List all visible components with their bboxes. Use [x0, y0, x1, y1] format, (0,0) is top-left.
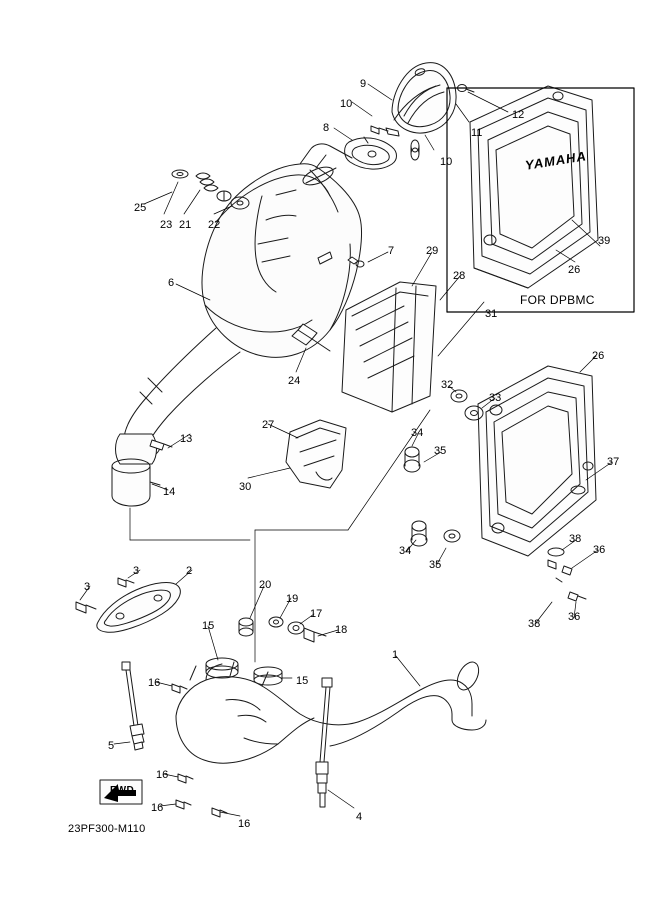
callout-15b: 15	[296, 675, 309, 687]
callout-35b: 35	[429, 559, 442, 571]
cover-26-top	[470, 86, 598, 288]
fwd-label: FWD	[110, 785, 135, 796]
callout-38a: 38	[569, 533, 582, 545]
callout-27: 27	[262, 419, 275, 431]
collars-17-20	[239, 617, 326, 642]
callout-16d: 16	[238, 818, 251, 830]
callout-35a: 35	[434, 445, 447, 457]
callout-36a: 36	[593, 544, 606, 556]
callout-15a: 15	[202, 620, 215, 632]
callout-18: 18	[335, 624, 348, 636]
callout-20: 20	[259, 579, 272, 591]
callout-8: 8	[323, 122, 330, 134]
callout-23: 23	[160, 219, 173, 231]
callout-3b: 3	[84, 581, 91, 593]
callout-17: 17	[310, 608, 323, 620]
callout-10a: 10	[340, 98, 353, 110]
callout-22: 22	[208, 219, 221, 231]
callout-31: 31	[485, 308, 498, 320]
part-code: 23PF300-M110	[68, 823, 146, 835]
callout-9: 9	[360, 78, 367, 90]
callout-7: 7	[388, 245, 395, 257]
callout-36b: 36	[568, 611, 581, 623]
muffler-body-6	[202, 164, 361, 358]
dpbmc-note-label: FOR DPBMC	[520, 293, 595, 307]
callout-16b: 16	[156, 769, 169, 781]
callout-2: 2	[186, 565, 193, 577]
callout-30: 30	[239, 481, 252, 493]
callout-16c: 16	[151, 802, 164, 814]
callout-24: 24	[288, 375, 301, 387]
callout-10b: 10	[440, 156, 453, 168]
callout-21: 21	[179, 219, 192, 231]
fasteners-21-25	[172, 170, 249, 209]
callout-39: 39	[598, 235, 611, 247]
upper-cover-assembly	[386, 63, 474, 136]
callout-19: 19	[286, 593, 299, 605]
callout-32: 32	[441, 379, 454, 391]
nuts-16	[172, 684, 227, 817]
callout-34a: 34	[411, 427, 424, 439]
callout-38b: 38	[528, 618, 541, 630]
callout-1: 1	[392, 649, 399, 661]
callout-3a: 3	[133, 565, 140, 577]
callout-33: 33	[489, 392, 502, 404]
callout-13: 13	[180, 433, 193, 445]
callout-14: 14	[163, 486, 176, 498]
oxygen-sensor-4	[316, 678, 332, 807]
bracket-2	[97, 583, 180, 633]
callout-11: 11	[471, 127, 483, 139]
callout-26b: 26	[592, 350, 605, 362]
collar-11	[411, 140, 419, 160]
callout-26a: 26	[568, 264, 581, 276]
protector-27-30	[286, 420, 346, 488]
callout-4: 4	[356, 811, 363, 823]
yamaha-brand-text: YAMAHA	[524, 148, 588, 173]
callout-28: 28	[453, 270, 466, 282]
oxygen-sensor-5	[122, 662, 144, 750]
callout-5: 5	[108, 740, 115, 752]
header-pipe-1	[176, 659, 486, 764]
flange-15b	[254, 667, 282, 685]
callout-12: 12	[512, 109, 525, 121]
callout-37: 37	[607, 456, 620, 468]
bracket-8	[345, 137, 397, 169]
callout-34b: 34	[399, 545, 412, 557]
cup-14	[112, 459, 160, 506]
callout-16a: 16	[148, 677, 161, 689]
bolt-10a	[371, 126, 388, 134]
callout-6: 6	[168, 277, 175, 289]
callout-25: 25	[134, 202, 147, 214]
protector-28	[342, 282, 436, 412]
callout-29: 29	[426, 245, 439, 257]
flange-15a	[206, 658, 238, 678]
